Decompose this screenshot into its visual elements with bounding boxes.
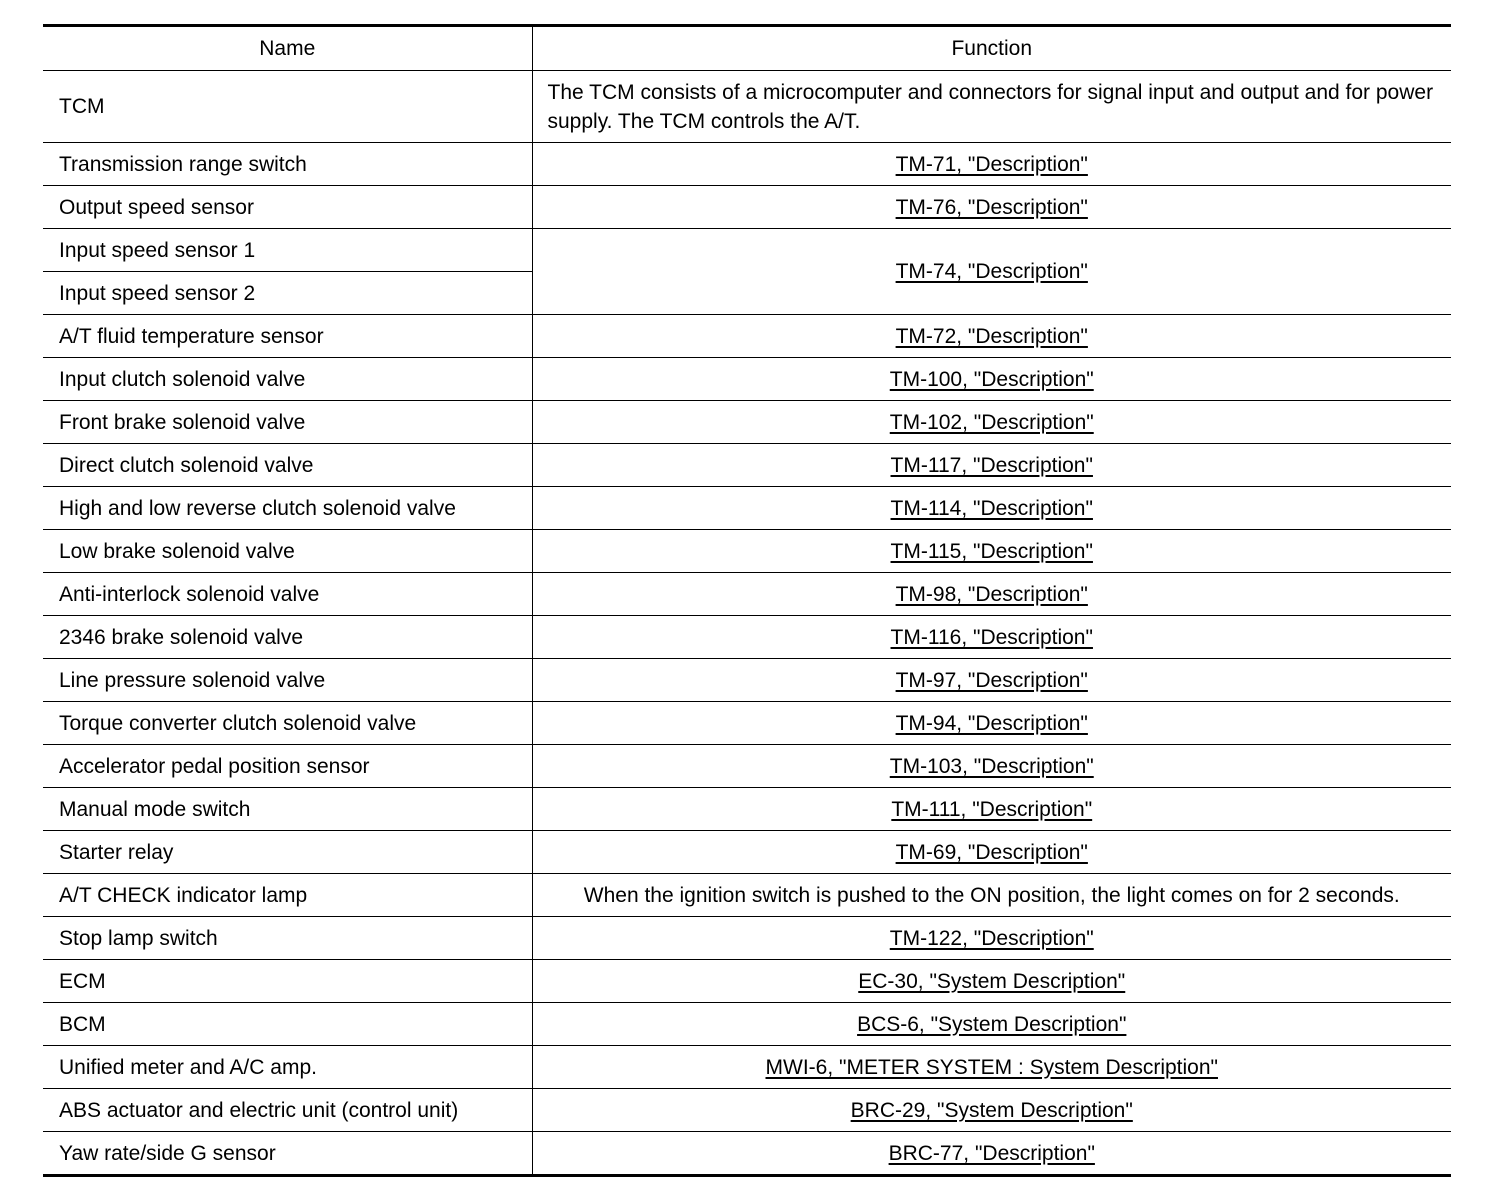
reference-link[interactable]: BRC-77, "Description" xyxy=(888,1141,1095,1165)
reference-link[interactable]: TM-98, "Description" xyxy=(895,582,1088,606)
table-header-row xyxy=(43,26,1451,71)
component-name: High and low reverse clutch solenoid valve xyxy=(43,487,532,530)
component-name: Transmission range switch xyxy=(43,143,532,186)
component-name: ECM xyxy=(43,960,532,1003)
reference-link[interactable]: TM-74, "Description" xyxy=(895,260,1088,283)
component-name: Manual mode switch xyxy=(43,788,532,831)
reference-link[interactable]: TM-100, "Description" xyxy=(889,367,1094,391)
component-name: Input speed sensor 1 xyxy=(43,229,532,272)
table-row xyxy=(43,71,1451,143)
table-row xyxy=(43,229,1451,272)
reference-link[interactable]: TM-94, "Description" xyxy=(895,711,1088,735)
table-row xyxy=(43,745,1451,788)
component-name: 2346 brake solenoid valve xyxy=(43,616,532,659)
component-name: Input clutch solenoid valve xyxy=(43,358,532,401)
table-row xyxy=(43,1089,1451,1132)
table-row xyxy=(43,659,1451,702)
reference-link[interactable]: TM-122, "Description" xyxy=(889,926,1094,950)
component-name: A/T fluid temperature sensor xyxy=(43,315,532,358)
reference-link[interactable]: TM-103, "Description" xyxy=(889,754,1094,778)
reference-link[interactable]: TM-72, "Description" xyxy=(895,324,1088,348)
component-name: Accelerator pedal position sensor xyxy=(43,745,532,788)
component-name: Output speed sensor xyxy=(43,186,532,229)
component-function-table-container xyxy=(43,24,1451,1177)
component-name: Unified meter and A/C amp. xyxy=(43,1046,532,1089)
table-row xyxy=(43,831,1451,874)
component-name: Stop lamp switch xyxy=(43,917,532,960)
table-row xyxy=(43,874,1451,917)
reference-link[interactable]: BCS-6, "System Description" xyxy=(857,1012,1127,1036)
component-name: BCM xyxy=(43,1003,532,1046)
table-row xyxy=(43,487,1451,530)
table-row xyxy=(43,1046,1451,1089)
table-row xyxy=(43,358,1451,401)
component-name: Starter relay xyxy=(43,831,532,874)
reference-link[interactable]: BRC-29, "System Description" xyxy=(850,1098,1133,1122)
reference-link[interactable]: TM-102, "Description" xyxy=(889,410,1094,434)
component-function-text: The TCM consists of a microcomputer and connectors for signal input and output and for power supply. The TCM controls the A/T. xyxy=(532,71,1451,143)
reference-link[interactable]: TM-69, "Description" xyxy=(895,840,1088,864)
table-row xyxy=(43,530,1451,573)
reference-link[interactable]: TM-76, "Description" xyxy=(895,195,1088,219)
component-name: Yaw rate/side G sensor xyxy=(43,1132,532,1176)
column-header-function: Function xyxy=(532,26,1451,71)
component-name: Direct clutch solenoid valve xyxy=(43,444,532,487)
table-row xyxy=(43,702,1451,745)
reference-link[interactable]: TM-97, "Description" xyxy=(895,668,1088,692)
component-name: Line pressure solenoid valve xyxy=(43,659,532,702)
table-row xyxy=(43,616,1451,659)
reference-link[interactable]: EC-30, "System Description" xyxy=(858,969,1126,993)
table-row xyxy=(43,444,1451,487)
component-name: Low brake solenoid valve xyxy=(43,530,532,573)
component-name: Input speed sensor 2 xyxy=(43,272,532,315)
component-name: A/T CHECK indicator lamp xyxy=(43,874,532,917)
component-name: Anti-interlock solenoid valve xyxy=(43,573,532,616)
component-function-text: When the ignition switch is pushed to the ON position, the light comes on for 2 seconds. xyxy=(532,874,1451,917)
table-row xyxy=(43,186,1451,229)
component-name: Front brake solenoid valve xyxy=(43,401,532,444)
reference-link[interactable]: TM-114, "Description" xyxy=(890,496,1093,520)
table-row xyxy=(43,960,1451,1003)
reference-link[interactable]: TM-115, "Description" xyxy=(890,539,1093,563)
reference-link[interactable]: TM-117, "Description" xyxy=(890,453,1093,477)
reference-link[interactable]: TM-116, "Description" xyxy=(890,625,1093,649)
table-row xyxy=(43,917,1451,960)
table-row xyxy=(43,788,1451,831)
table-row xyxy=(43,1132,1451,1176)
component-name: Torque converter clutch solenoid valve xyxy=(43,702,532,745)
table-row xyxy=(43,143,1451,186)
component-name: TCM xyxy=(43,71,532,143)
component-name: ABS actuator and electric unit (control unit) xyxy=(43,1089,532,1132)
column-header-name: Name xyxy=(43,26,532,71)
table-row xyxy=(43,401,1451,444)
reference-link[interactable]: TM-111, "Description" xyxy=(891,797,1093,821)
reference-link[interactable]: TM-71, "Description" xyxy=(895,152,1088,176)
table-row xyxy=(43,573,1451,616)
reference-link[interactable]: MWI-6, "METER SYSTEM : System Description" xyxy=(765,1055,1218,1079)
table-row xyxy=(43,315,1451,358)
table-row xyxy=(43,1003,1451,1046)
component-function-table xyxy=(43,24,1451,1177)
